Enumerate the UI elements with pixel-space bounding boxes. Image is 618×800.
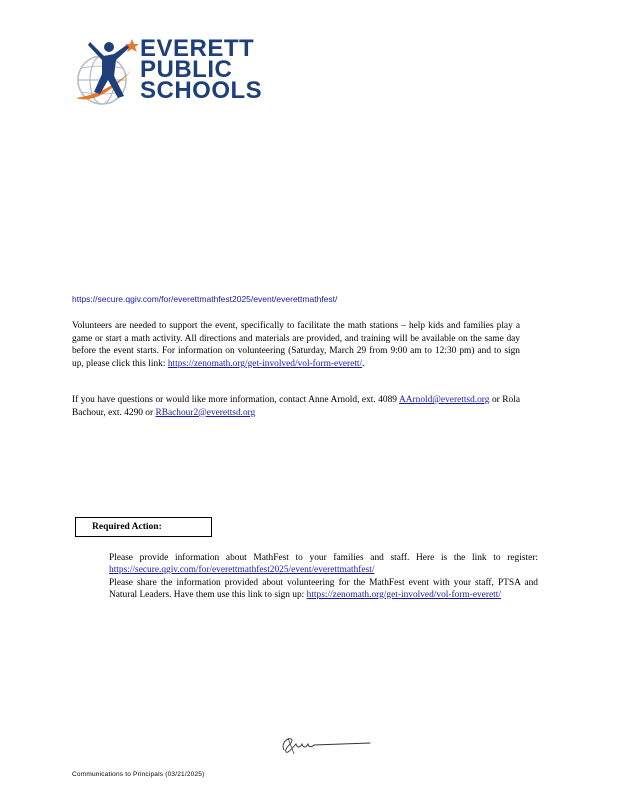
required-action-heading	[75, 517, 212, 537]
footer-note: Communications to Principals (03/21/2025)	[72, 771, 205, 778]
district-logo	[70, 35, 263, 114]
bullet-text: Please provide information about MathFest to your families and staff. Here is the link to register:	[109, 553, 538, 563]
list-item	[90, 553, 538, 576]
required-action-label: Required Action:	[92, 522, 162, 532]
action-list	[90, 553, 538, 603]
list-item	[90, 578, 538, 601]
wordmark-line-2: PUBLIC	[140, 56, 233, 83]
registration-url[interactable]: https://secure.qgiv.com/for/everettmathfest2025/event/everettmathfest/	[72, 294, 338, 304]
registration-link-top[interactable]	[72, 294, 337, 304]
contact-text: If you have questions or would like more information, contact Anne Arnold, ext. 4089	[72, 395, 399, 405]
district-wordmark	[140, 35, 263, 104]
volunteer-text: Volunteers are needed to support the event, specifically to facilitate the math stations – help kids and families play a game or start a math activity. All directions and materials are provided, and training will be available on the same day before the event starts. For information on volunteering (Saturday, March 29 from 9:00 am to 12:30 pm) and to sign up, please click this link:	[72, 321, 520, 369]
contact-mid: or Rola Bachour, ext. 4290 or	[72, 395, 520, 418]
bullet-text: Please share the information provided about volunteering for the MathFest event with your staff, PTSA and Natural Leaders. Have them use this link to sign up:	[109, 578, 538, 600]
contact-email-bachour[interactable]: RBachour2@everettsd.org	[155, 407, 256, 418]
register-link[interactable]: https://secure.qgiv.com/for/everettmathfest2025/event/everettmathfest/	[109, 564, 375, 575]
volunteer-end: .	[362, 358, 365, 369]
wordmark-line-1: EVERETT	[140, 35, 255, 62]
wordmark-line-3: SCHOOLS	[140, 77, 263, 104]
volunteer-link[interactable]: https://zenomath.org/get-involved/vol-form-everett/	[167, 358, 363, 369]
contact-email-arnold[interactable]: AArnold@everettsd.org	[398, 395, 490, 405]
signup-link[interactable]: https://zenomath.org/get-involved/vol-form-everett/	[306, 589, 501, 600]
signature-icon	[278, 732, 378, 756]
runner-globe-logo-icon	[70, 36, 142, 114]
contact-paragraph	[72, 394, 520, 419]
volunteer-paragraph	[72, 320, 520, 370]
